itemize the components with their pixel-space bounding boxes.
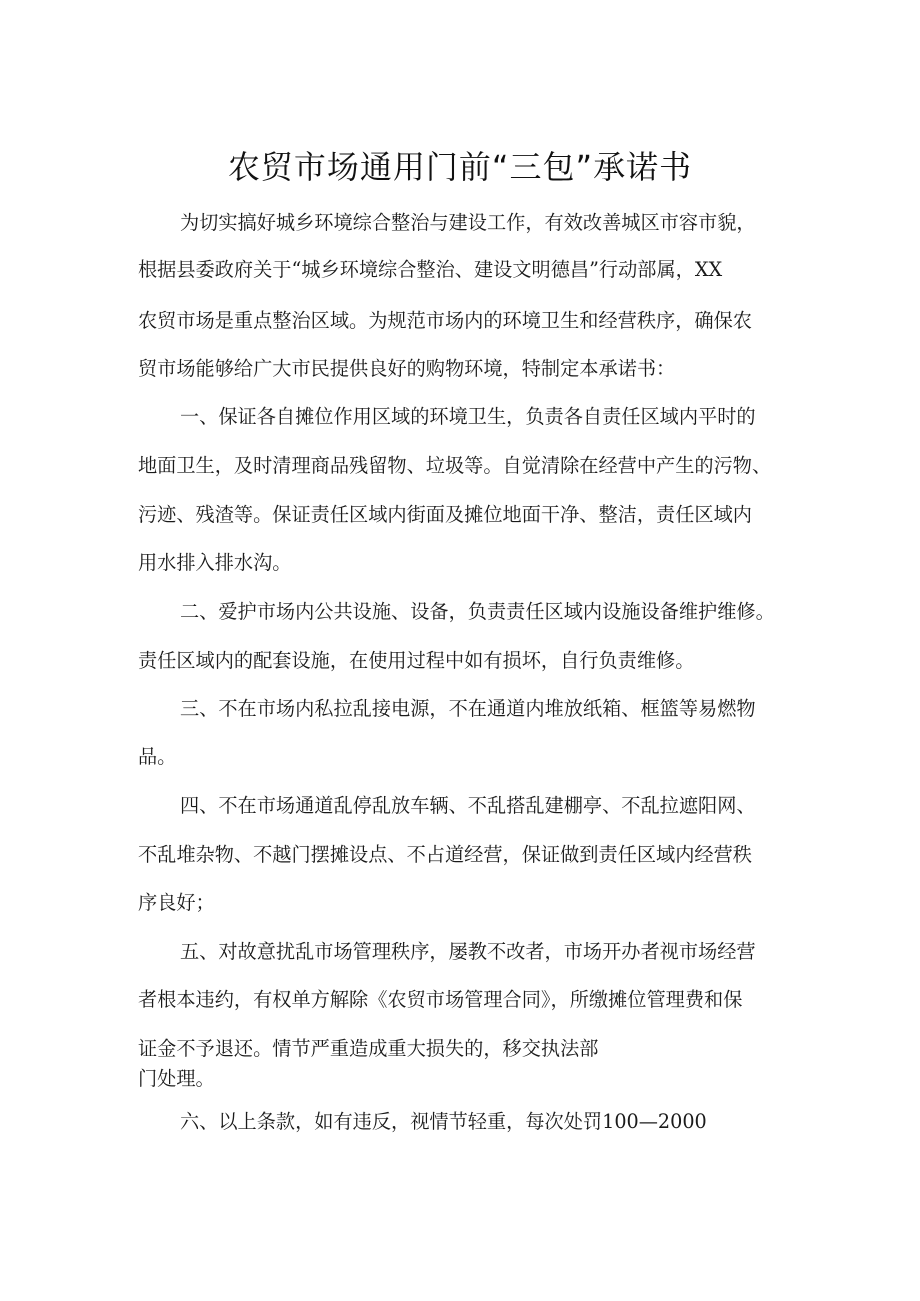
intro-line-1: 为切实搞好城乡环境综合整治与建设工作，有效改善城区市容市貌， — [180, 211, 756, 234]
clause-5-line-4: 门处理。 — [138, 1067, 215, 1090]
clause-5-line-1: 五、对故意扰乱市场管理秩序，屡教不改者，市场开办者视市场经营 — [180, 940, 756, 963]
clause-1-line-4: 用水排入排水沟。 — [138, 551, 292, 574]
clause-3-line-1: 三、不在市场内私拉乱接电源，不在通道内堆放纸箱、框篮等易燃物 — [180, 697, 756, 720]
clause-5-line-2: 者根本违约，有权单方解除《农贸市场管理合同》，所缴摊位管理费和保 — [138, 988, 743, 1011]
clause-4-line-2: 不乱堆杂物、不越门摆摊设点、不占道经营，保证做到责任区域内经营秩 — [138, 843, 752, 866]
document-title: 农贸市场通用门前“三包”承诺书 — [227, 148, 693, 186]
clause-5-line-3: 证金不予退还。情节严重造成重大损失的，移交执法部 — [138, 1037, 599, 1060]
clause-4-line-1: 四、不在市场通道乱停乱放车辆、不乱搭乱建棚亭、不乱拉遮阳网、 — [180, 794, 756, 817]
clause-6-line-1: 六、以上条款，如有违反，视情节轻重，每次处罚100—2000 — [180, 1110, 707, 1133]
clause-4-line-3: 序良好； — [138, 891, 215, 914]
intro-line-3: 农贸市场是重点整治区域。为规范市场内的环境卫生和经营秩序，确保农 — [138, 309, 752, 332]
clause-3-line-2: 品。 — [138, 745, 177, 768]
intro-line-4: 贸市场能够给广大市民提供良好的购物环境，特制定本承诺书： — [138, 357, 676, 380]
clause-1-line-3: 污迹、残渣等。保证责任区域内街面及摊位地面干净、整洁，责任区域内 — [138, 503, 752, 526]
clause-2-line-2: 责任区域内的配套设施，在使用过程中如有损坏，自行负责维修。 — [138, 649, 695, 672]
clause-1-line-2: 地面卫生，及时清理商品残留物、垃圾等。自觉清除在经营中产生的污物、 — [138, 454, 772, 477]
clause-1-line-1: 一、保证各自摊位作用区域的环境卫生，负责各自责任区域内平时的 — [180, 405, 756, 428]
intro-line-2: 根据县委政府关于“城乡环境综合整治、建设文明德昌”行动部属，XX — [138, 258, 723, 281]
clause-2-line-1: 二、爱护市场内公共设施、设备，负责责任区域内设施设备维护维修。 — [180, 600, 775, 623]
